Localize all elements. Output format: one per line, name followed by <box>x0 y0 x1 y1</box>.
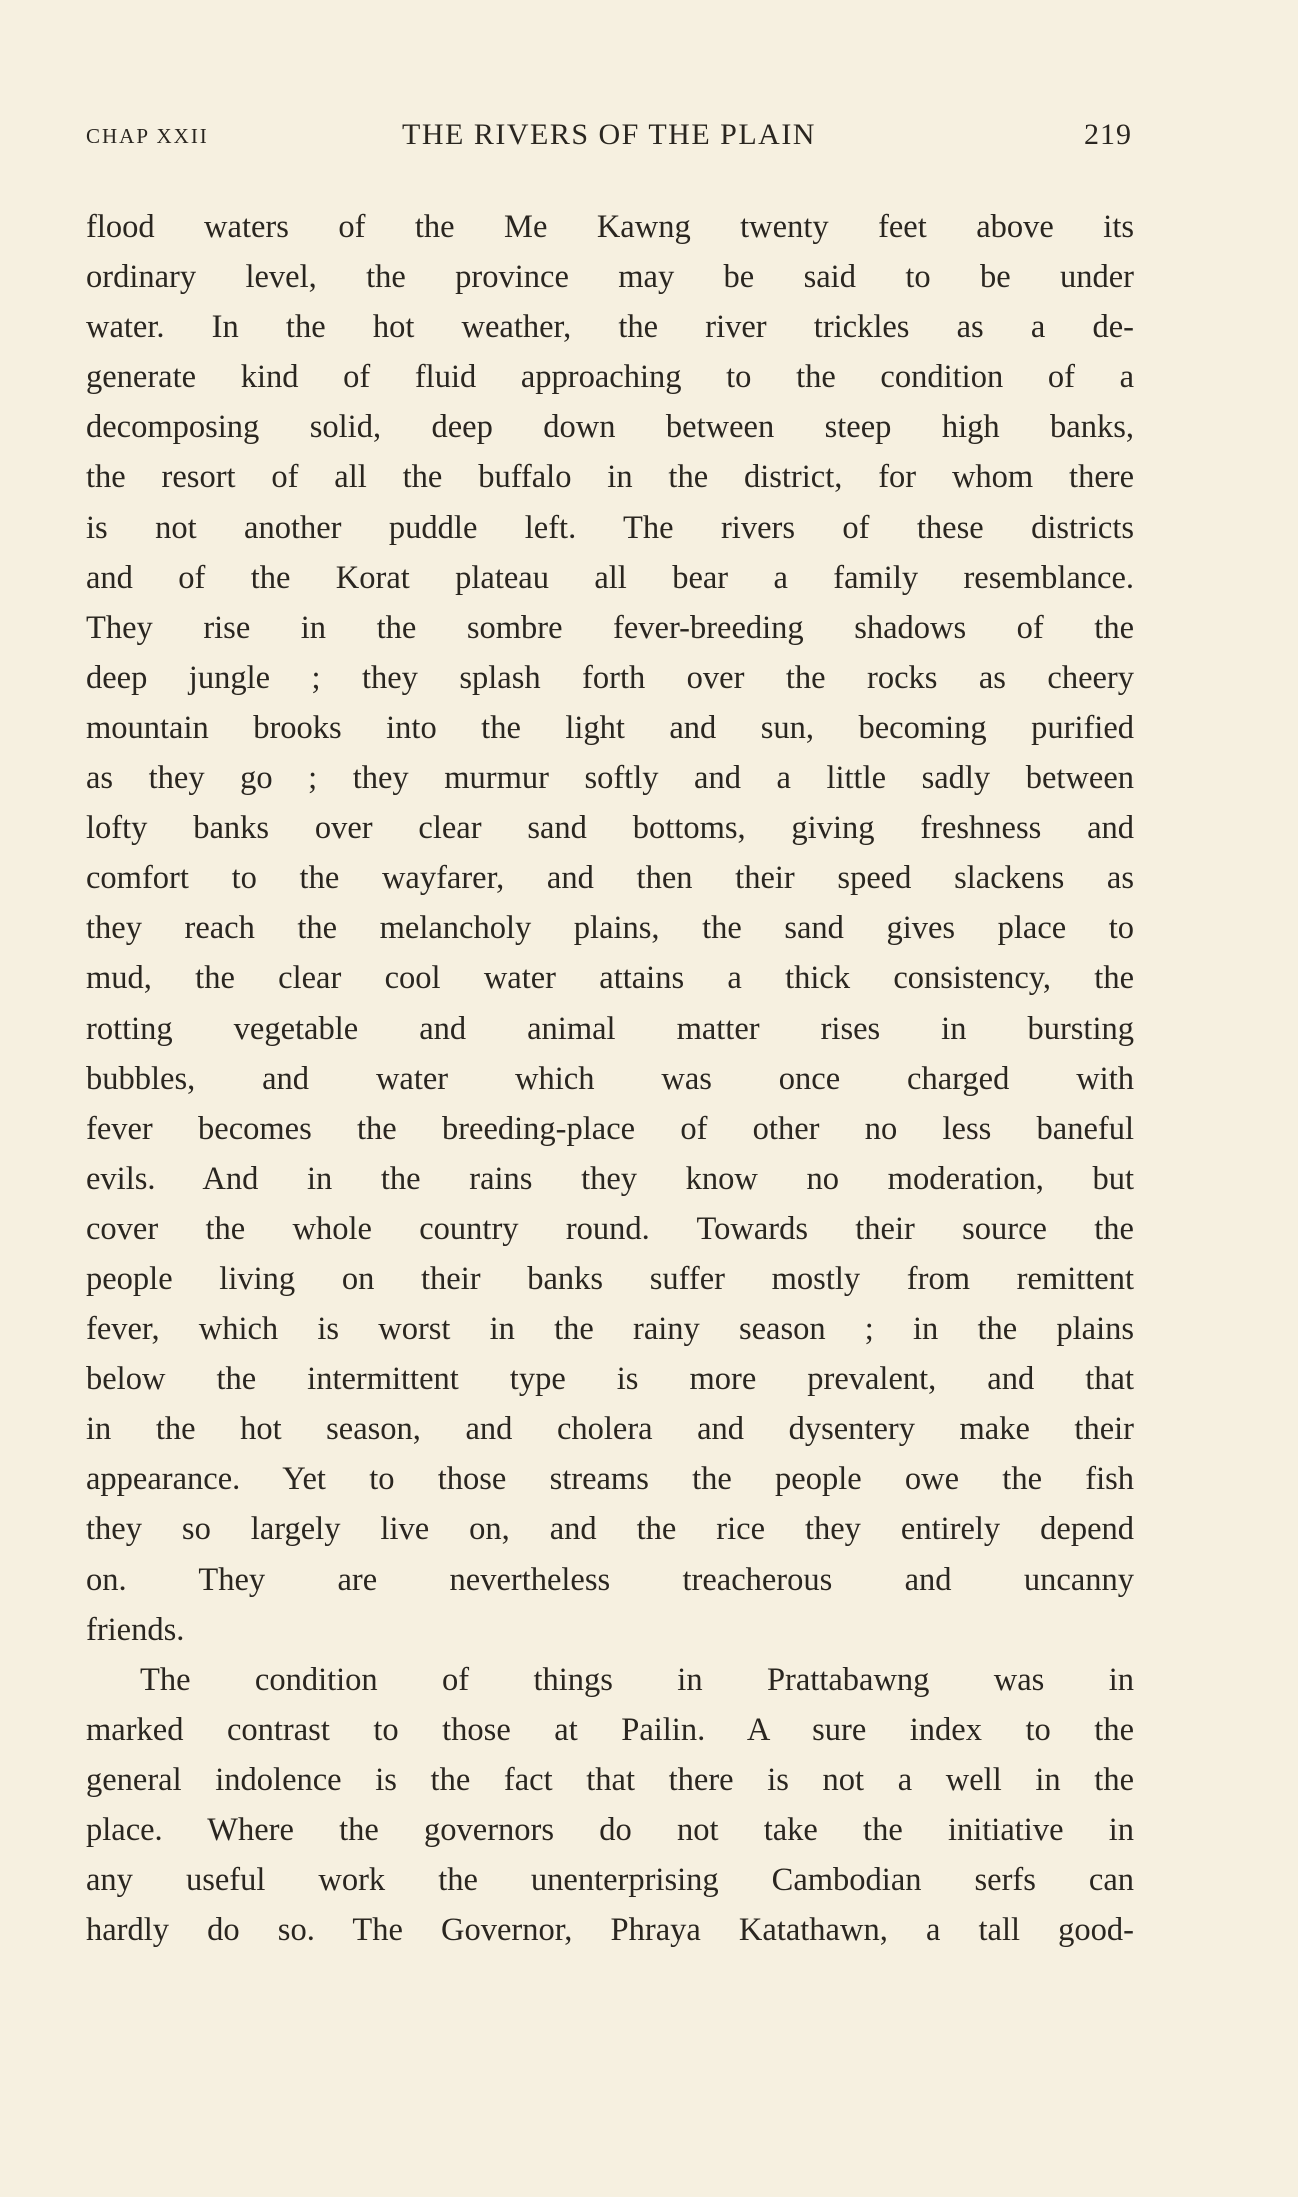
text-line: evils. And in the rains they know no moderation, but <box>86 1160 1134 1197</box>
text-line: flood waters of the Me Kawng twenty feet above its <box>86 209 1134 245</box>
text-line: they so largely live on, and the rice they entirely depend <box>86 1511 1134 1548</box>
text-line: fever, which is worst in the rainy season ; in the plains <box>86 1311 1134 1348</box>
running-title: THE RIVERS OF THE PLAIN <box>402 118 816 151</box>
text-line: mountain brooks into the light and sun, becoming purified <box>86 709 1134 746</box>
body-text <box>86 202 1134 1955</box>
chapter-label: CHAP XXII <box>86 124 209 148</box>
text-line: general indolence is the fact that there is not a well in the <box>86 1761 1134 1798</box>
text-line: lofty banks over clear sand bottoms, giving freshness and <box>86 810 1134 847</box>
text-line: appearance. Yet to those streams the people owe the fish <box>86 1461 1134 1498</box>
text-line: as they go ; they murmur softly and a little sadly between <box>86 760 1134 797</box>
text-line: on. They are nevertheless treacherous and uncanny <box>86 1561 1134 1598</box>
text-line: comfort to the wayfarer, and then their speed slackens as <box>86 860 1134 897</box>
paragraph-last-line: friends. <box>86 1611 185 1648</box>
text-line: in the hot season, and cholera and dysentery make their <box>86 1411 1134 1448</box>
running-head <box>86 118 1132 158</box>
page-number: 219 <box>1084 118 1132 151</box>
text-line: generate kind of fluid approaching to the condition of a <box>86 359 1134 396</box>
text-line: They rise in the sombre fever-breeding shadows of the <box>86 609 1134 646</box>
text-line: hardly do so. The Governor, Phraya Katathawn, a tall good- <box>86 1912 1134 1949</box>
paragraph-first-line: The condition of things in Prattabawng was in <box>140 1661 1134 1698</box>
text-line: any useful work the unenterprising Cambodian serfs can <box>86 1862 1134 1899</box>
text-line: the resort of all the buffalo in the district, for whom there <box>86 459 1134 496</box>
text-line: they reach the melancholy plains, the sand gives place to <box>86 910 1134 947</box>
text-line: ordinary level, the province may be said to be under <box>86 259 1134 296</box>
text-line: cover the whole country round. Towards their source the <box>86 1210 1134 1247</box>
text-line: water. In the hot weather, the river trickles as a de- <box>86 309 1134 346</box>
text-line: rotting vegetable and animal matter rises in bursting <box>86 1010 1134 1047</box>
text-line: place. Where the governors do not take the initiative in <box>86 1812 1134 1848</box>
text-line: bubbles, and water which was once charged with <box>86 1060 1134 1097</box>
text-line: is not another puddle left. The rivers of these districts <box>86 509 1134 546</box>
text-line: people living on their banks suffer mostly from remittent <box>86 1260 1134 1297</box>
text-line: marked contrast to those at Pailin. A sure index to the <box>86 1711 1134 1748</box>
text-line: decomposing solid, deep down between steep high banks, <box>86 409 1134 446</box>
text-line: mud, the clear cool water attains a thick consistency, the <box>86 960 1134 997</box>
text-line: below the intermittent type is more prevalent, and that <box>86 1361 1134 1398</box>
text-line: deep jungle ; they splash forth over the rocks as cheery <box>86 659 1134 696</box>
text-line: and of the Korat plateau all bear a family resemblance. <box>86 559 1134 596</box>
text-line: fever becomes the breeding-place of other no less baneful <box>86 1110 1134 1147</box>
